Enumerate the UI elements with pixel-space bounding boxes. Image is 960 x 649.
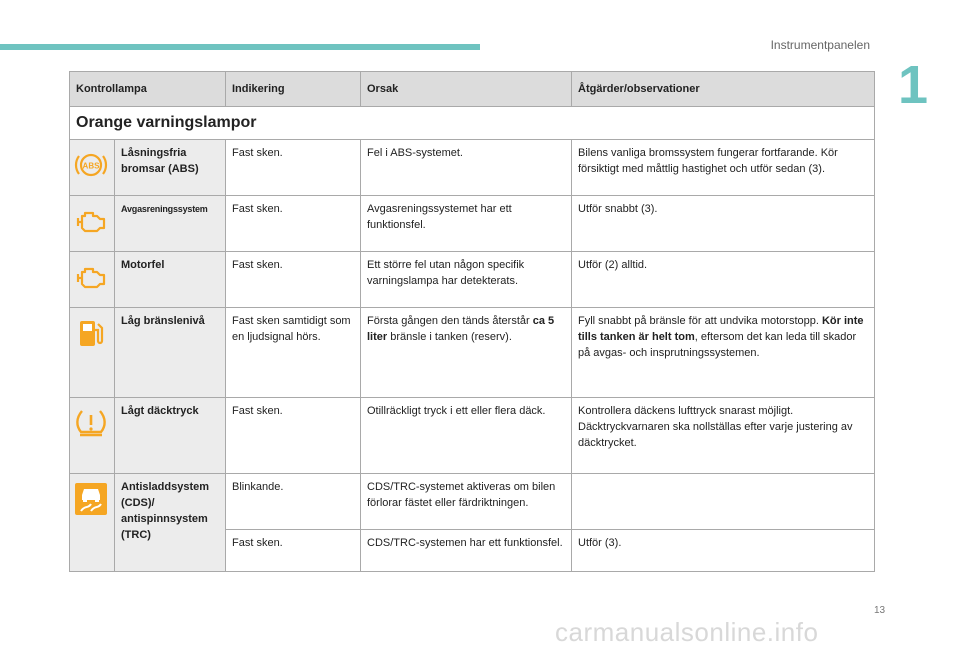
- indication-cell: Fast sken.: [226, 140, 361, 196]
- lamp-icon-cell: [70, 140, 115, 196]
- indication-cell: Fast sken.: [226, 530, 361, 572]
- indication-cell: Fast sken.: [226, 196, 361, 252]
- indication-cell: Fast sken samtidigt som en ljudsignal hörs.: [226, 308, 361, 398]
- lamp-name: Antisladdsystem (CDS)/ antispinnsystem (TRC): [115, 474, 226, 572]
- cause-emphasis: ca 5 liter: [367, 315, 555, 343]
- lamp-name: Avgasreningssystem: [115, 196, 226, 252]
- lamp-name: Låsningsfria bromsar (ABS): [115, 140, 226, 196]
- table-row: [70, 196, 875, 252]
- action-cell: [572, 474, 875, 530]
- indication-cell: Blinkande.: [226, 474, 361, 530]
- cause-text: Första gången den tänds återstår: [367, 315, 533, 327]
- action-cell: Utför snabbt (3).: [572, 196, 875, 252]
- indication-cell: Fast sken.: [226, 252, 361, 308]
- action-cell: Kontrollera däckens lufttryck snarast möjligt. Däcktryckvarnaren ska nollställas efter varje justering av däcktrycket.: [572, 398, 875, 474]
- action-cell: Utför (3).: [572, 530, 875, 572]
- lamp-icon-cell: [70, 196, 115, 252]
- cause-text: bränsle i tanken (reserv).: [387, 331, 512, 343]
- watermark: carmanualsonline.info: [555, 617, 819, 647]
- engine-icon: [74, 204, 108, 238]
- group-title: Orange varningslampor: [70, 107, 875, 140]
- lamp-icon-cell: [70, 474, 115, 572]
- lamp-icon-cell: [70, 252, 115, 308]
- table-header-row: [70, 72, 875, 107]
- column-header: Indikering: [226, 72, 361, 107]
- table-row: [70, 140, 875, 196]
- lamp-name: Låg bränslenivå: [115, 308, 226, 398]
- fuel-pump-icon: [74, 316, 108, 350]
- skid-car-icon: [74, 482, 108, 516]
- engine-icon: [74, 260, 108, 294]
- chapter-number: 1: [898, 55, 929, 115]
- cause-cell: Ett större fel utan någon specifik varningslampa har detekterats.: [361, 252, 572, 308]
- cause-cell: Otillräckligt tryck i ett eller flera däck.: [361, 398, 572, 474]
- action-cell: Bilens vanliga bromssystem fungerar fortfarande. Kör försiktigt med måttlig hastighet och utför sedan (3).: [572, 140, 875, 196]
- cause-cell: CDS/TRC-systemen har ett funktionsfel.: [361, 530, 572, 572]
- tyre-pressure-icon: [74, 406, 108, 440]
- column-header: Kontrollampa: [70, 72, 226, 107]
- action-text: , eftersom det kan leda till skador på avgas- och insprutningssystemen.: [578, 331, 857, 359]
- column-header: Åtgärder/observationer: [572, 72, 875, 107]
- column-header: Orsak: [361, 72, 572, 107]
- action-cell: [572, 308, 875, 398]
- action-text: Fyll snabbt på bränsle för att undvika motorstopp.: [578, 315, 822, 327]
- cause-cell: Avgasreningssystemet har ett funktionsfel.: [361, 196, 572, 252]
- lamp-name: Lågt däcktryck: [115, 398, 226, 474]
- table-row: [70, 308, 875, 398]
- indication-cell: Fast sken.: [226, 398, 361, 474]
- lamp-name: Motorfel: [115, 252, 226, 308]
- abs-icon: [74, 148, 108, 182]
- cause-cell: [361, 308, 572, 398]
- action-emphasis: Kör inte tills tanken är helt tom: [578, 315, 864, 343]
- action-cell: Utför (2) alltid.: [572, 252, 875, 308]
- svg-text:ABS: ABS: [82, 161, 100, 171]
- lamp-icon-cell: [70, 398, 115, 474]
- header-accent-bar: [0, 44, 480, 50]
- table-row: [70, 252, 875, 308]
- page-number: 13: [874, 605, 886, 616]
- cause-cell: CDS/TRC-systemet aktiveras om bilen förlorar fästet eller färdriktningen.: [361, 474, 572, 530]
- group-row: [70, 107, 875, 140]
- table-row: [70, 474, 875, 530]
- section-title: Instrumentpanelen: [770, 38, 870, 52]
- cause-cell: Fel i ABS-systemet.: [361, 140, 572, 196]
- table-row: [70, 398, 875, 474]
- warning-lamps-table: [69, 71, 875, 572]
- lamp-icon-cell: [70, 308, 115, 398]
